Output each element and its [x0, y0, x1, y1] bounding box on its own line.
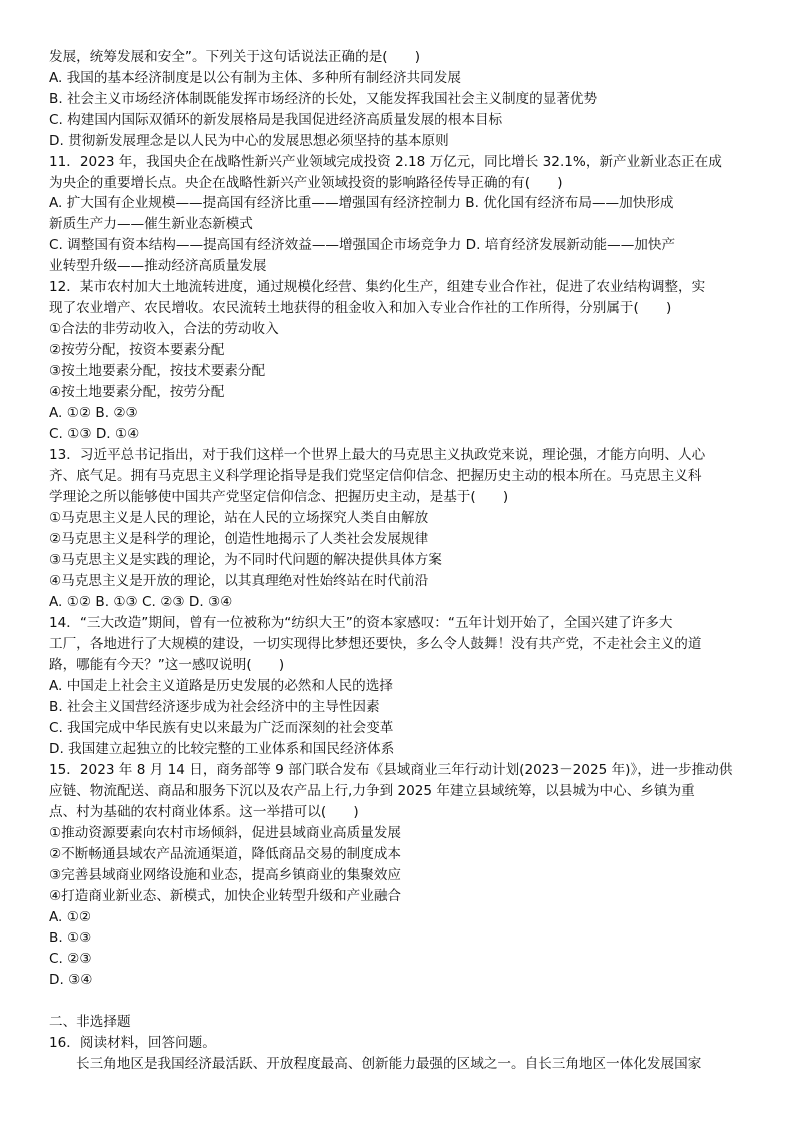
- q15-item-1: ①推动资源要素向农村市场倾斜，促进县域商业高质量发展: [49, 825, 402, 841]
- q11-option-cd-line-2: 业转型升级——推动经济高质量发展: [49, 258, 267, 274]
- q14-option-c: C. 我国完成中华民族有史以来最为广泛而深刻的社会变革: [49, 720, 394, 736]
- q11-option-cd-line-1: C. 调整国有资本结构——提高国有经济效益——增强国企市场竞争力 D. 培育经济发展新动能——加快产: [49, 237, 676, 253]
- q14-stem-line-2: 工厂，各地进行了大规模的建设，一切实现得比梦想还要快，多么令人鼓舞！没有共产党，不走社会主义的道: [49, 636, 702, 652]
- q15-stem-line-1: 15．2023 年 8 月 14 日，商务部等 9 部门联合发布《县域商业三年行动计划(2023－2025 年)》，进一步推动供: [49, 762, 733, 778]
- q12-stem-line-2: 现了农业增产、农民增收。农民流转土地获得的租金收入和加入专业合作社的工作所得，分别属于( ): [49, 300, 672, 316]
- q14-stem-line-1: 14．“三大改造”期间，曾有一位被称为“纺织大王”的资本家感叹：“五年计划开始了，全国兴建了许多大: [49, 615, 673, 631]
- q15-stem-line-3: 点、村为基础的农村商业体系。这一举措可以( ): [49, 804, 359, 820]
- q13-item-1: ①马克思主义是人民的理论，站在人民的立场探究人类自由解放: [49, 510, 429, 526]
- q13-item-4: ④马克思主义是开放的理论，以其真理绝对性始终站在时代前沿: [49, 573, 429, 589]
- q14-option-a: A. 中国走上社会主义道路是历史发展的必然和人民的选择: [49, 678, 393, 694]
- q10-option-b: B. 社会主义市场经济体制既能发挥市场经济的长处，又能发挥我国社会主义制度的显著优势: [49, 91, 598, 107]
- q14-option-d: D. 我国建立起独立的比较完整的工业体系和国民经济体系: [49, 741, 395, 757]
- q15-option-d: D. ③④: [49, 972, 93, 988]
- q12-options-cd: C. ①③ D. ①④: [49, 426, 140, 442]
- q14-option-b: B. 社会主义国营经济逐步成为社会经济中的主导性因素: [49, 699, 380, 715]
- q12-item-2: ②按劳分配，按资本要素分配: [49, 342, 225, 358]
- q10-option-d: D. 贯彻新发展理念是以人民为中心的发展思想必须坚持的基本原则: [49, 133, 449, 149]
- q15-item-3: ③完善县域商业网络设施和业态，提高乡镇商业的集聚效应: [49, 867, 402, 883]
- q15-option-c: C. ②③: [49, 951, 92, 967]
- q10-option-c: C. 构建国内国际双循环的新发展格局是我国促进经济高质量发展的根本目标: [49, 112, 503, 128]
- q12-item-4: ④按土地要素分配，按劳分配: [49, 384, 225, 400]
- q16-stem: 16．阅读材料，回答问题。: [49, 1035, 216, 1051]
- q12-stem-line-1: 12．某市农村加大土地流转进度，通过规模化经营、集约化生产，组建专业合作社，促进了农业结构调整，实: [49, 279, 706, 295]
- q14-stem-line-3: 路，哪能有今天？”这一感叹说明( ): [49, 657, 285, 673]
- q13-stem-line-2: 齐、底气足。拥有马克思主义科学理论指导是我们党坚定信仰信念、把握历史主动的根本所在。马克思主义科: [49, 468, 702, 484]
- q15-option-a: A. ①②: [49, 909, 92, 925]
- q11-option-ab-line-1: A. 扩大国有企业规模——提高国有经济比重——增强国有经济控制力 B. 优化国有经济布局——加快形成: [49, 195, 674, 211]
- section-heading: 二、非选择题: [49, 1014, 131, 1030]
- q13-item-3: ③马克思主义是实践的理论，为不同时代问题的解决提供具体方案: [49, 552, 442, 568]
- q16-material-line-1: 长三角地区是我国经济最活跃、开放程度最高、创新能力最强的区域之一。自长三角地区一体化发展国家: [76, 1056, 702, 1072]
- q11-stem-line-1: 11．2023 年，我国央企在战略性新兴产业领域完成投资 2.18 万亿元，同比增长 32.1%，新产业新业态正在成: [49, 154, 722, 170]
- q12-item-3: ③按土地要素分配，按技术要素分配: [49, 363, 266, 379]
- q13-item-2: ②马克思主义是科学的理论，创造性地揭示了人类社会发展规律: [49, 531, 429, 547]
- q11-option-ab-line-2: 新质生产力——催生新业态新模式: [49, 216, 253, 232]
- q13-stem-line-1: 13．习近平总书记指出，对于我们这样一个世界上最大的马克思主义执政党来说，理论强，才能方向明、人心: [49, 447, 706, 463]
- q12-options-ab: A. ①② B. ②③: [49, 405, 138, 421]
- q15-option-b: B. ①③: [49, 930, 92, 946]
- q15-item-4: ④打造商业新业态、新模式，加快企业转型升级和产业融合: [49, 888, 402, 904]
- q13-stem-line-3: 学理论之所以能够使中国共产党坚定信仰信念、把握历史主动，是基于( ): [49, 489, 509, 505]
- q10-option-a: A. 我国的基本经济制度是以公有制为主体、多种所有制经济共同发展: [49, 70, 461, 86]
- q15-stem-line-2: 应链、物流配送、商品和服务下沉以及农产品上行,力争到 2025 年建立县域统筹，以县城为中心、乡镇为重: [49, 783, 695, 799]
- q15-item-2: ②不断畅通县域农产品流通渠道，降低商品交易的制度成本: [49, 846, 402, 862]
- q12-item-1: ①合法的非劳动收入，合法的劳动收入: [49, 321, 279, 337]
- q10-stem-end: 发展，统筹发展和安全”。下列关于这句话说法正确的是( ): [49, 49, 421, 65]
- q11-stem-line-2: 为央企的重要增长点。央企在战略性新兴产业领域投资的影响路径传导正确的有( ): [49, 175, 563, 191]
- q13-options: A. ①② B. ①③ C. ②③ D. ③④: [49, 594, 233, 610]
